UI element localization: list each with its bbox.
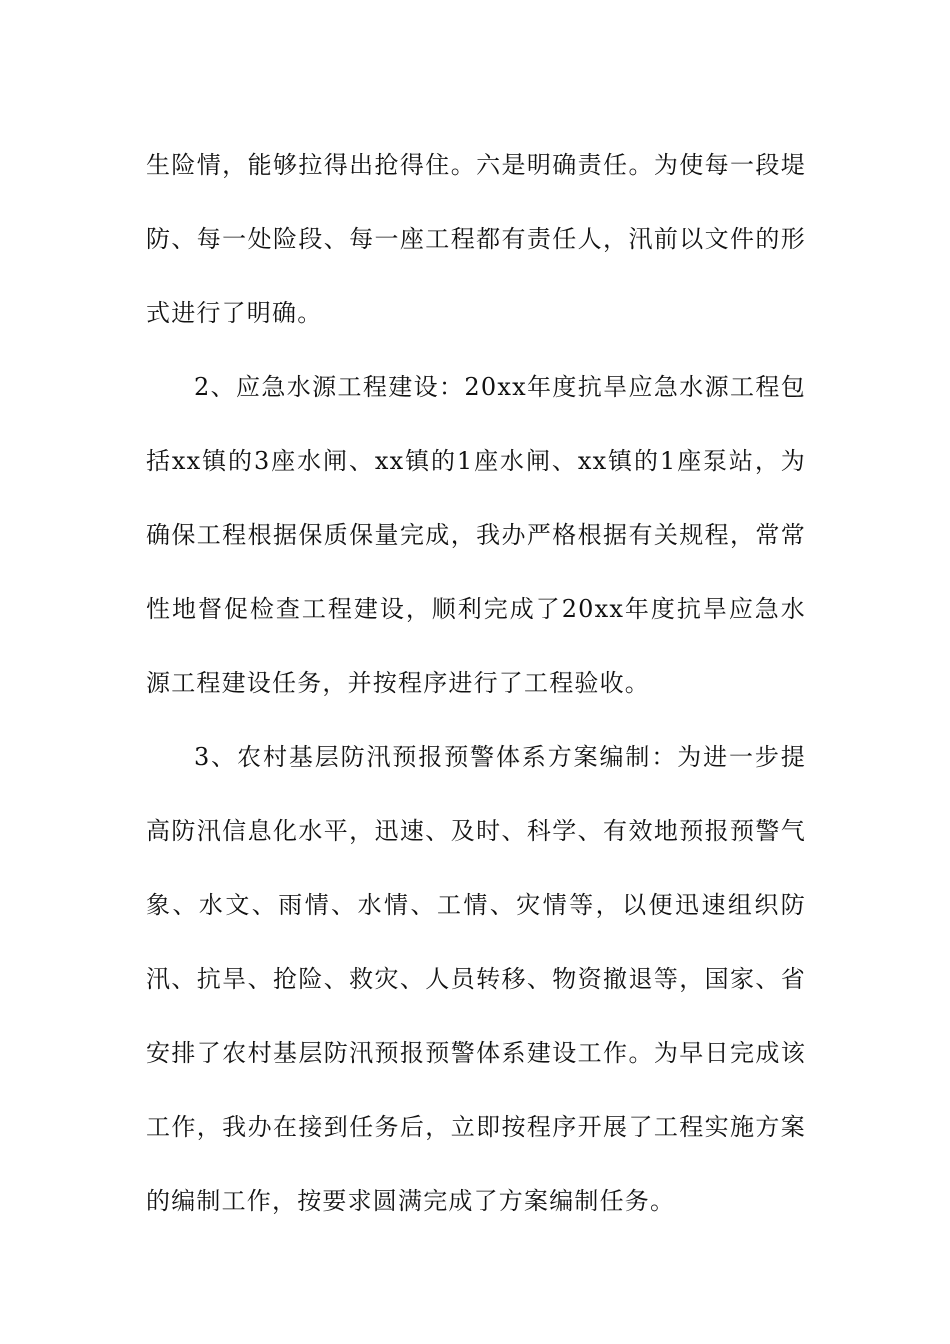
paragraph-2: 2、应急水源工程建设：20xx年度抗旱应急水源工程包括xx镇的3座水闸、xx镇的1座水闸、xx镇的1座泵站，为确保工程根据保质保量完成，我办严格根据有关规程，常常性地督促检查工程建设，顺利完成了20xx年度抗旱应急水源工程建设任务，并按程序进行了工程验收。 [146,373,806,697]
paragraph-1: 生险情，能够拉得出抢得住。六是明确责任。为使每一段堤防、每一处险段、每一座工程都有责任人，汛前以文件的形式进行了明确。 [146,151,806,327]
paragraph-3: 3、农村基层防汛预报预警体系方案编制：为进一步提高防汛信息化水平，迅速、及时、科学、有效地预报预警气象、水文、雨情、水情、工情、灾情等，以便迅速组织防汛、抗旱、抢险、救灾、人员转移、物资撤退等，国家、省安排了农村基层防汛预报预警体系建设工作。为早日完成该工作，我办在接到任务后，立即按程序开展了工程实施方案的编制工作，按要求圆满完成了方案编制任务。 [146,743,806,1215]
document-body [146,128,806,1238]
